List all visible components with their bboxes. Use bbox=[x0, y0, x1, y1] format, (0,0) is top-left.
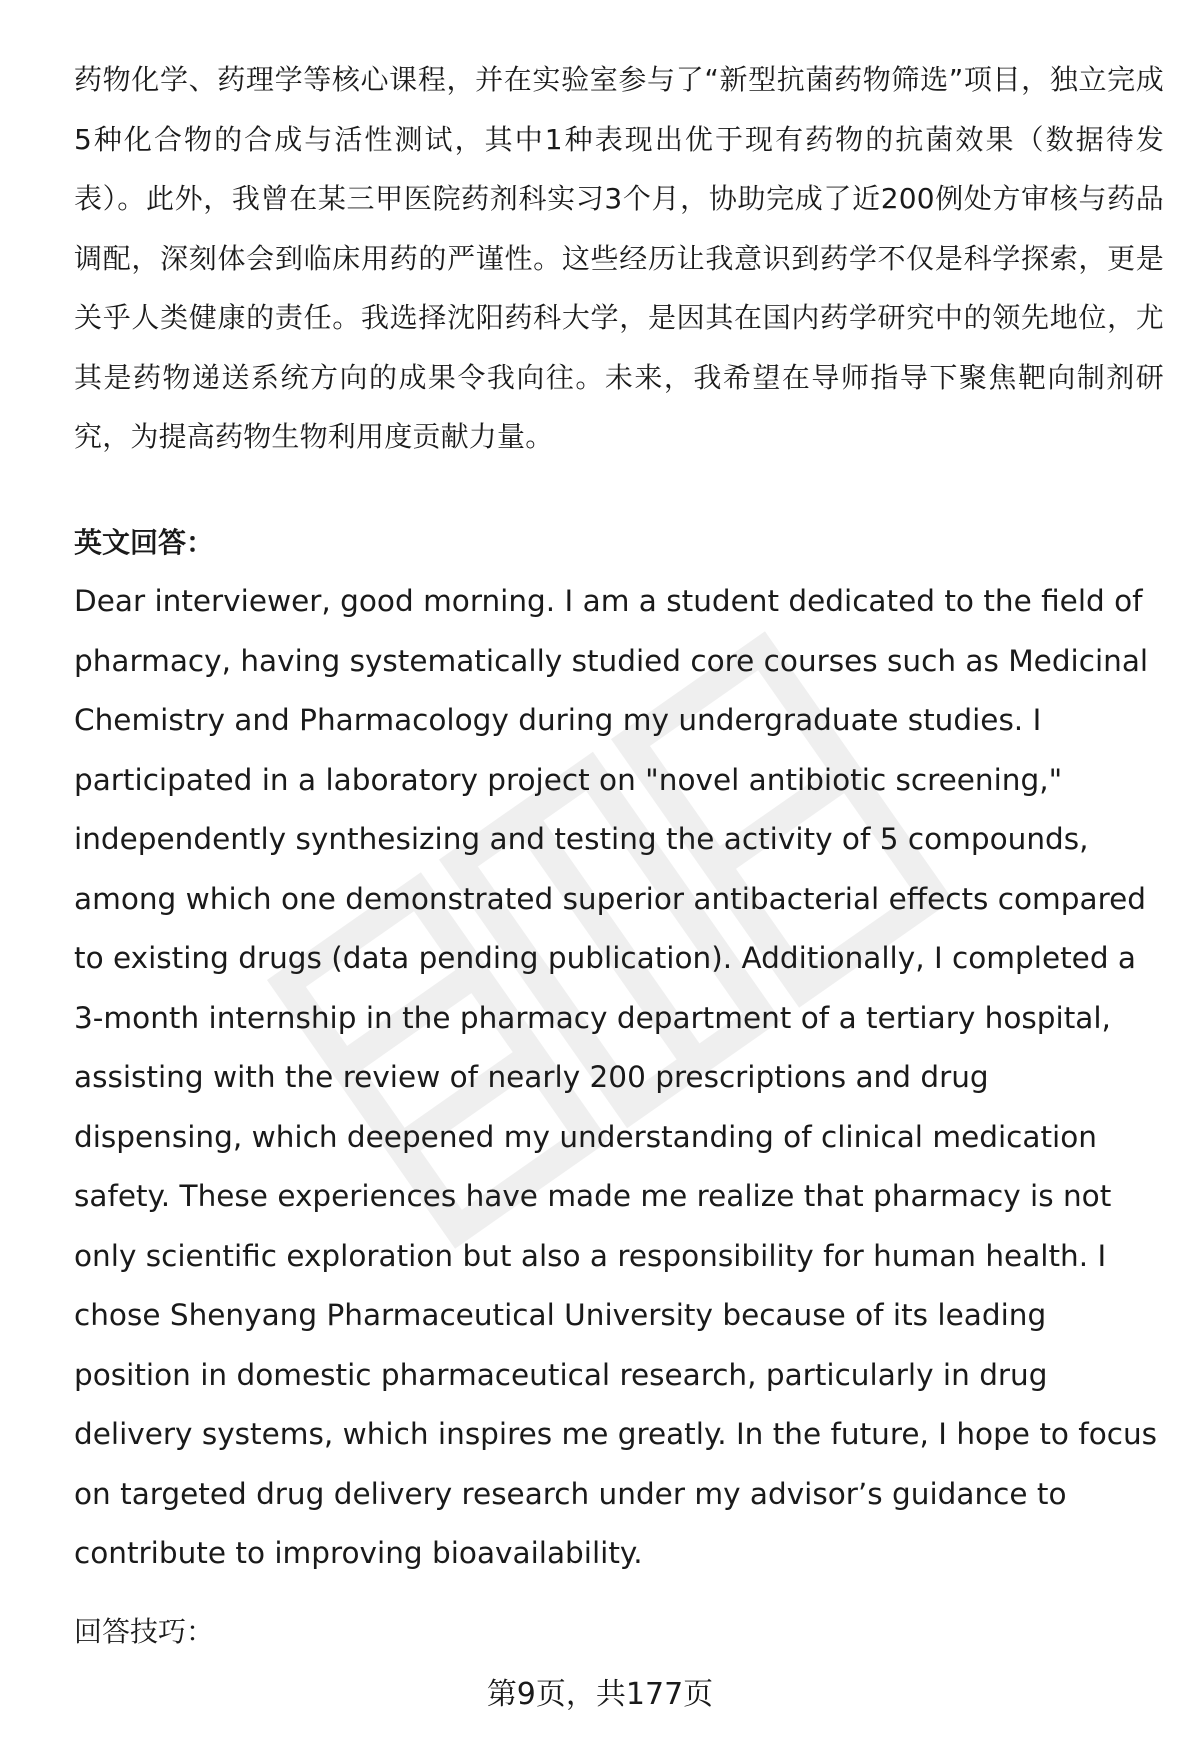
chinese-answer-paragraph: 药物化学、药理学等核心课程，并在实验室参与了“新型抗菌药物筛选”项目，独立完成5种化合物的合成与活性测试，其中1种表现出优于现有药物的抗菌效果（数据待发表）。此外，我曾在某三甲医院药剂科实习3个月，协助完成了近200例处方审核与药品调配，深刻体会到临床用药的严谨性。这些经历让我意识到药学不仅是科学探索，更是关乎人类健康的责任。我选择沈阳药科大学，是因其在国内药学研究中的领先地位，尤其是药物递送系统方向的成果令我向往。未来，我希望在导师指导下聚焦靶向制剂研究，为提高药物生物利用度贡献力量。 bbox=[74, 63, 1164, 453]
answer-tips-heading: 回答技巧： bbox=[74, 1614, 215, 1648]
document-page bbox=[74, 50, 1164, 1661]
english-answer-heading: 英文回答： bbox=[74, 525, 215, 559]
page-indicator: 第9页，共177页 bbox=[486, 1677, 714, 1712]
english-answer-paragraph: Dear interviewer, good morning. I am a student dedicated to the field of pharmacy, having systematically studied core courses such as Medicinal Chemistry and Pharmacology during my undergraduate studies. I participated in a laboratory project on "novel antibiotic screening," independently synthesizing and testing the activity of 5 compounds, among which one demonstrated superior antibacterial effects compared to existing drugs (data pending publication). Additionally, I completed a 3-month internship in the pharmacy department of a tertiary hospital, assisting with the review of nearly 200 prescriptions and drug dispensing, which deepened my understanding of clinical medication safety. These experiences have made me realize that pharmacy is not only scientific exploration but also a responsibility for human health. I chose Shenyang Pharmaceutical University because of its leading position in domestic pharmaceutical research, particularly in drug delivery systems, which inspires me greatly. In the future, I hope to focus on targeted drug delivery research under my advisor’s guidance to contribute to improving bioavailability. bbox=[74, 584, 1158, 1570]
